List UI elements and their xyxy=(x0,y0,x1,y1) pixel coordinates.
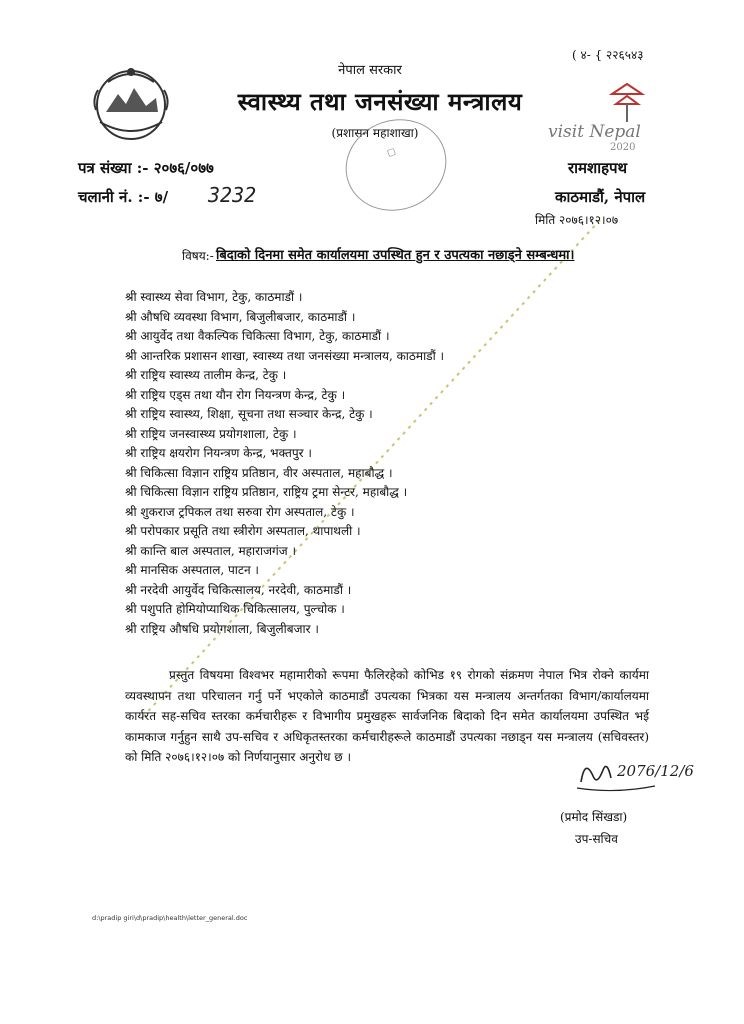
signatory-title: उप-सचिव xyxy=(575,832,618,846)
ministry-name: स्वास्थ्य तथा जनसंख्या मन्त्रालय xyxy=(237,87,523,116)
government-name: नेपाल सरकार xyxy=(338,63,402,78)
subject-label: विषय:- xyxy=(182,249,214,263)
letter-number: पत्र संख्या :- २०७६/०७७ xyxy=(78,159,214,177)
recipient-item: श्री कान्ति बाल अस्पताल, महाराजगंज । xyxy=(125,543,297,558)
recipient-item: श्री चिकित्सा विज्ञान राष्ट्रिय प्रतिष्ठान, वीर अस्पताल, महाबौद्ध । xyxy=(125,465,393,480)
recipient-item: श्री चिकित्सा विज्ञान राष्ट्रिय प्रतिष्ठान, राष्ट्रिय ट्रमा सेन्टर, महाबौद्ध । xyxy=(125,485,408,499)
stamp-text: ▢ xyxy=(385,146,398,159)
handwritten-signature xyxy=(575,748,715,796)
recipient-item: श्री स्वास्थ्य सेवा विभाग, टेकु, काठमाडौं । xyxy=(125,290,303,304)
subject-text: बिदाको दिनमा समेत कार्यालयमा उपस्थित हुन र उपत्यका नछाड्ने सम्बन्धमा। xyxy=(216,248,575,263)
recipient-item: श्री परोपकार प्रसूति तथा स्त्रीरोग अस्पताल, थापाथली । xyxy=(125,524,361,538)
signatory-name: (प्रमोद सिंखडा) xyxy=(560,810,628,824)
office-street: रामशाहपथ xyxy=(568,159,628,177)
recipient-item: श्री राष्ट्रिय जनस्वास्थ्य प्रयोगशाला, टेकु । xyxy=(125,426,297,441)
recipient-item: श्री मानसिक अस्पताल, पाटन । xyxy=(125,563,259,577)
letter-date: मिति २०७६।१२।०७ xyxy=(535,213,619,227)
recipient-item: श्री शुकराज ट्रपिकल तथा सरुवा रोग अस्पताल, टेकु । xyxy=(125,504,355,519)
letter-body: प्रस्तुत विषयमा विश्वभर महामारीको रूपमा फैलिरहेको कोभिड १९ रोगको संक्रमण नेपाल भित्र रोक्ने कार्यमा व्यवस्थापन तथा परिचालन गर्नु पर्ने भएकोले काठमाडौं उपत्यका भित्रका यस मन्त्रालय अन्तर्गतका विभाग/कार्यालयमा कार्यरत सह-सचिव स्तरका कर्मचारीहरू र विभागीय प्रमुखहरू सार्वजनिक बिदाको दिन समेत कार्यालयमा उपस्थित भई कामकाज गर्नुहुन साथै उप-सचिव र अधिकृतस्तरका कर्मचारीहरूले काठमाडौं उपत्यका नछाड्न यस मन्त्रालय (सचिवस्तर) को मिति २०७६।१२।०७ को निर्णयानुसार अनुरोध छ । xyxy=(125,668,649,764)
recipient-item: श्री राष्ट्रिय एड्स तथा यौन रोग नियन्त्रण केन्द्र, टेकु । xyxy=(125,387,346,402)
recipient-item: श्री आयुर्वेद तथा वैकल्पिक चिकित्सा विभाग, टेकु, काठमाडौं । xyxy=(125,329,390,343)
dispatch-number: 3232 xyxy=(208,183,257,207)
recipient-item: श्री राष्ट्रिय क्षयरोग नियन्त्रण केन्द्र, भक्तपुर । xyxy=(125,446,312,460)
recipient-item: श्री राष्ट्रिय औषधि प्रयोगशाला, बिजुलीबजार । xyxy=(125,621,319,636)
recipient-item: श्री राष्ट्रिय स्वास्थ्य तालीम केन्द्र, टेकु । xyxy=(125,368,287,382)
recipient-item: श्री राष्ट्रिय स्वास्थ्य, शिक्षा, सूचना तथा सञ्चार केन्द्र, टेकु । xyxy=(125,407,373,421)
phone-number: ( ४- { २२६५४३ xyxy=(572,48,644,62)
visit-nepal-logo: visit Nepal xyxy=(548,122,641,142)
recipient-item: श्री औषधि व्यवस्था विभाग, बिजुलीबजार, काठमाडौं । xyxy=(125,309,356,324)
recipient-item: श्री नरदेवी आयुर्वेद चिकित्सालय, नरदेवी, काठमाडौं । xyxy=(125,582,352,597)
office-city: काठमाडौं, नेपाल xyxy=(555,188,646,206)
pagoda-icon xyxy=(608,80,646,124)
section-name: (प्रशासन महाशाखा) xyxy=(331,126,419,140)
recipient-item: श्री पशुपति होमियोप्याथिक चिकित्सालय, पुल्चोक । xyxy=(125,602,345,616)
file-path: d:\pradip giri\d\pradip\health\letter_general.doc xyxy=(92,914,248,922)
dispatch-number-label: चलानी नं. :- ७/ xyxy=(78,188,169,206)
svg-text:2076/12/6: 2076/12/6 xyxy=(617,762,694,780)
nepal-emblem-icon xyxy=(88,60,174,146)
recipient-list xyxy=(125,288,444,639)
visit-nepal-year: 2020 xyxy=(610,142,636,153)
recipient-item: श्री आन्तरिक प्रशासन शाखा, स्वास्थ्य तथा जनसंख्या मन्त्रालय, काठमाडौं । xyxy=(125,348,445,363)
